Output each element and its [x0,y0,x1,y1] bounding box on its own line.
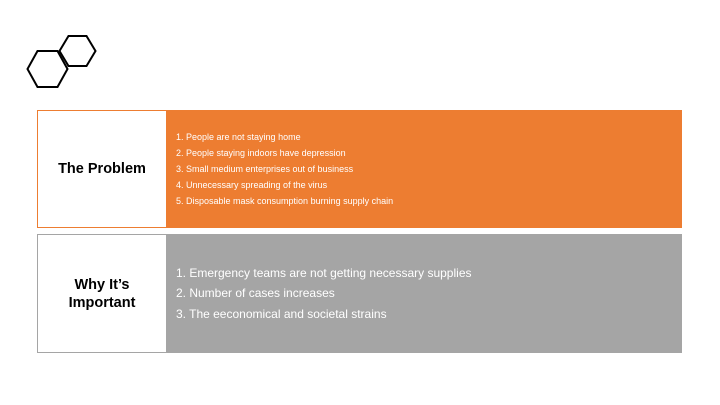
problem-content-box [166,110,682,228]
importance-content-box [166,234,682,353]
importance-list [176,263,682,325]
importance-title-line2: Important [68,294,136,311]
importance-list-item: 2. Number of cases increases [176,286,335,301]
importance-row [37,234,682,353]
problem-row [37,110,682,228]
problem-list-item: 3. Small medium enterprises out of business [176,164,354,174]
problem-list-item: 2. People staying indoors have depression [176,148,346,158]
importance-list-item: 1. Emergency teams are not getting necessary supplies [176,265,472,280]
problem-list [176,129,682,209]
problem-list-item: 1. People are not staying home [176,132,301,142]
hexagon-pair-icon [24,34,100,90]
importance-list-item: 3. The eeconomical and societal strains [176,306,387,321]
problem-list-item: 5. Disposable mask consumption burning supply chain [176,196,394,206]
importance-title-line1: Why It’s [74,276,130,293]
problem-title-box [37,110,166,228]
problem-title: The Problem [58,161,146,177]
importance-title-box [37,234,166,353]
importance-title [69,276,136,312]
problem-list-item: 4. Unnecessary spreading of the virus [176,180,328,190]
